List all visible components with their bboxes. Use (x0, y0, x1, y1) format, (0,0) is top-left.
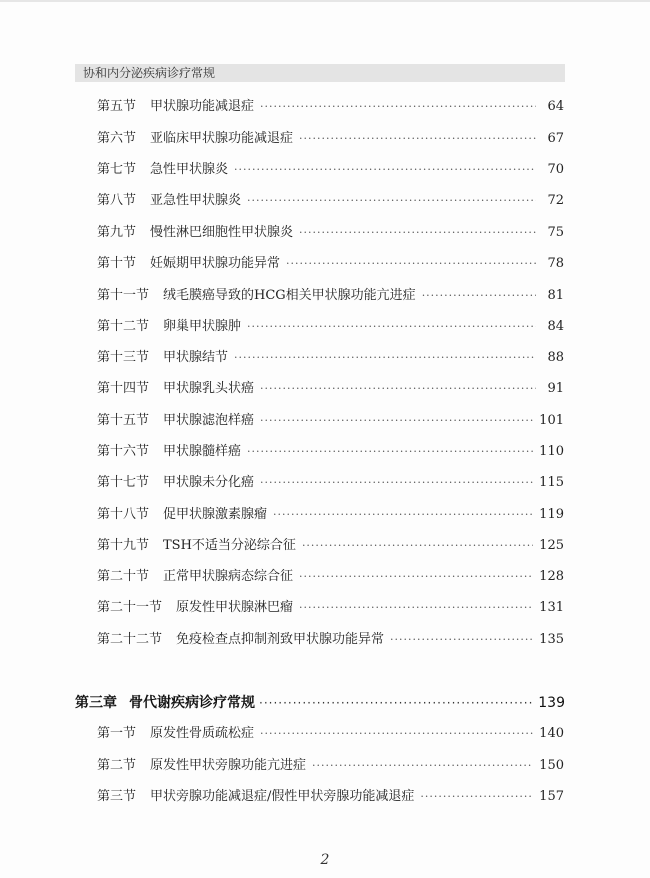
section-number: 第十一节 (97, 288, 150, 303)
toc-entry[interactable] (97, 786, 564, 806)
section-page: 157 (539, 789, 564, 804)
leader-dots (299, 130, 536, 148)
section-title: 原发性骨质疏松症 (150, 726, 255, 741)
section-number: 第二十节 (97, 569, 150, 584)
leader-dots (299, 599, 533, 617)
leader-dots (247, 443, 533, 461)
section-page: 67 (547, 131, 564, 146)
section-title: 妊娠期甲状腺功能异常 (150, 256, 281, 271)
section-title: TSH不适当分泌综合征 (163, 538, 296, 553)
leader-dots (234, 349, 536, 367)
running-header (75, 64, 565, 82)
toc-entry[interactable] (97, 535, 564, 555)
running-header-title: 协和内分泌疾病诊疗常规 (83, 66, 216, 80)
toc-entry[interactable] (97, 410, 564, 430)
section-title: 亚临床甲状腺功能减退症 (150, 131, 294, 146)
leader-dots (247, 318, 536, 336)
section-title: 原发性甲状旁腺功能亢进症 (150, 758, 307, 773)
section-page: 119 (539, 507, 564, 522)
toc-entry[interactable] (97, 597, 564, 617)
section-title: 甲状腺结节 (163, 350, 229, 365)
toc-entry[interactable] (97, 190, 564, 210)
page-number: 2 (320, 852, 330, 868)
section-title: 甲状腺滤泡样癌 (163, 413, 255, 428)
chapter-entry[interactable] (75, 691, 565, 713)
section-title: 免疫检查点抑制剂致甲状腺功能异常 (176, 632, 385, 647)
section-title: 绒毛膜癌导致的HCG相关甲状腺功能亢进症 (163, 288, 416, 303)
toc-entry[interactable] (97, 96, 564, 116)
leader-dots (390, 631, 533, 649)
leader-dots (260, 98, 536, 116)
section-page: 101 (539, 413, 564, 428)
leader-dots (312, 757, 533, 775)
section-number: 第二十二节 (97, 632, 163, 647)
toc-entry[interactable] (97, 159, 564, 179)
toc-entry[interactable] (97, 629, 564, 649)
section-title: 甲状腺髓样癌 (163, 444, 242, 459)
section-title: 慢性淋巴细胞性甲状腺炎 (150, 225, 294, 240)
section-title: 正常甲状腺病态综合征 (163, 569, 294, 584)
leader-dots (247, 192, 536, 210)
leader-dots (422, 287, 536, 305)
section-page: 91 (547, 381, 564, 396)
leader-dots (260, 380, 536, 398)
section-number: 第十节 (97, 256, 137, 271)
section-number: 第九节 (97, 225, 137, 240)
section-title: 甲状腺乳头状癌 (163, 381, 255, 396)
section-number: 第七节 (97, 162, 137, 177)
section-number: 第十三节 (97, 350, 150, 365)
section-title: 卵巢甲状腺肿 (163, 319, 242, 334)
toc-entry[interactable] (97, 347, 564, 367)
chapter-title: 骨代谢疾病诊疗常规 (129, 695, 255, 711)
section-number: 第二十一节 (97, 600, 163, 615)
section-title: 急性甲状腺炎 (150, 162, 229, 177)
section-title: 亚急性甲状腺炎 (150, 193, 242, 208)
section-page: 78 (547, 256, 564, 271)
toc-entry[interactable] (97, 723, 564, 743)
chapter-number: 第三章 (75, 695, 117, 711)
section-number: 第十四节 (97, 381, 150, 396)
toc-entry[interactable] (97, 128, 564, 148)
section-number: 第十二节 (97, 319, 150, 334)
section-page: 150 (539, 758, 564, 773)
section-page: 81 (547, 288, 564, 303)
section-number: 第十九节 (97, 538, 150, 553)
leader-dots (234, 161, 536, 179)
section-number: 第五节 (97, 99, 137, 114)
section-title: 原发性甲状腺淋巴瘤 (176, 600, 294, 615)
leader-dots (299, 224, 536, 242)
leader-dots (260, 725, 533, 743)
section-page: 125 (539, 538, 564, 553)
leader-dots (260, 474, 533, 492)
section-number: 第二节 (97, 758, 137, 773)
leader-dots (273, 506, 533, 524)
section-page: 135 (539, 632, 564, 647)
toc-entry[interactable] (97, 253, 564, 273)
leader-dots (260, 412, 533, 430)
toc-entry[interactable] (97, 472, 564, 492)
toc-entry[interactable] (97, 378, 564, 398)
page-top-edge (0, 0, 650, 2)
toc-entry[interactable] (97, 504, 564, 524)
section-page: 75 (547, 225, 564, 240)
section-title: 甲状腺功能减退症 (150, 99, 255, 114)
section-number: 第十五节 (97, 413, 150, 428)
toc-entry[interactable] (97, 222, 564, 242)
leader-dots (259, 693, 534, 713)
section-number: 第十八节 (97, 507, 150, 522)
section-page: 84 (547, 319, 564, 334)
chapter-page: 139 (538, 695, 565, 711)
section-page: 115 (539, 475, 564, 490)
section-page: 88 (547, 350, 564, 365)
section-title: 促甲状腺激素腺瘤 (163, 507, 268, 522)
section-page: 128 (539, 569, 564, 584)
section-number: 第十七节 (97, 475, 150, 490)
toc-entry[interactable] (97, 441, 564, 461)
section-page: 140 (539, 726, 564, 741)
leader-dots (299, 568, 533, 586)
toc-entry[interactable] (97, 285, 564, 305)
section-number: 第八节 (97, 193, 137, 208)
leader-dots (286, 255, 536, 273)
section-page: 110 (539, 444, 564, 459)
section-number: 第三节 (97, 789, 137, 804)
section-number: 第十六节 (97, 444, 150, 459)
section-number: 第一节 (97, 726, 137, 741)
leader-dots (302, 537, 533, 555)
section-page: 70 (547, 162, 564, 177)
section-page: 64 (547, 99, 564, 114)
section-page: 131 (539, 600, 564, 615)
section-page: 72 (547, 193, 564, 208)
toc-entry[interactable] (97, 316, 564, 336)
toc-entry[interactable] (97, 755, 564, 775)
section-title: 甲状旁腺功能减退症/假性甲状旁腺功能减退症 (150, 789, 415, 804)
leader-dots (420, 788, 533, 806)
toc-entry[interactable] (97, 566, 564, 586)
section-title: 甲状腺未分化癌 (163, 475, 255, 490)
section-number: 第六节 (97, 131, 137, 146)
